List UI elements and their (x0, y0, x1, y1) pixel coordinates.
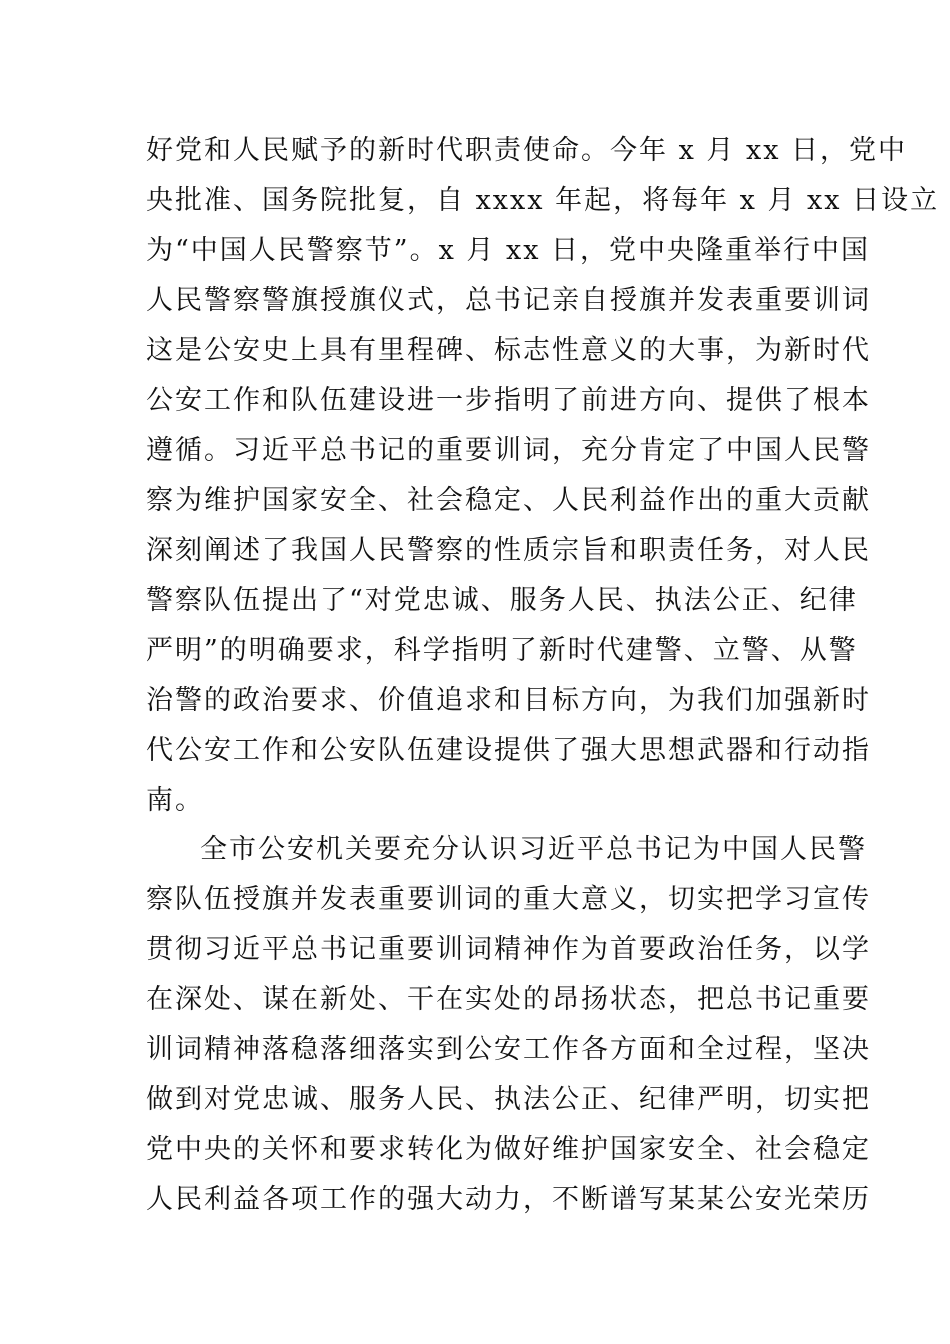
text-line: 人民利益各项工作的强大动力，不断谱写某某公安光荣历 (146, 1184, 871, 1215)
text-line: 这是公安史上具有里程碑、标志性意义的大事，为新时代 (146, 335, 871, 366)
text-line: 严明”的明确要求，科学指明了新时代建警、立警、从警 (146, 635, 858, 666)
text-line: 深刻阐述了我国人民警察的性质宗旨和职责任务，对人民 (146, 535, 871, 566)
text-line: 警察队伍提出了“对党忠诚、服务人民、执法公正、纪律 (146, 585, 858, 616)
text-line: 遵循。习近平总书记的重要训词，充分肯定了中国人民警 (146, 435, 871, 466)
text-line: 公安工作和队伍建设进一步指明了前进方向、提供了根本 (146, 385, 871, 416)
paragraph-1 (146, 126, 940, 826)
text-line: 贯彻习近平总书记重要训词精神作为首要政治任务，以学 (146, 934, 871, 965)
text-line: 察为维护国家安全、社会稳定、人民利益作出的重大贡献 (146, 485, 871, 516)
text-line: 为“中国人民警察节”。x 月 xx 日，党中央隆重举行中国 (146, 235, 871, 266)
text-line: 人民警察警旗授旗仪式，总书记亲自授旗并发表重要训词 (146, 285, 871, 316)
paragraph-2 (146, 825, 871, 1225)
text-line: 做到对党忠诚、服务人民、执法公正、纪律严明，切实把 (146, 1084, 871, 1115)
text-line: 训词精神落稳落细落实到公安工作各方面和全过程，坚决 (146, 1034, 871, 1065)
text-line: 在深处、谋在新处、干在实处的昂扬状态，把总书记重要 (146, 984, 871, 1015)
text-line: 治警的政治要求、价值追求和目标方向，为我们加强新时 (146, 685, 871, 716)
text-line: 南。 (146, 785, 204, 816)
text-line: 好党和人民赋予的新时代职责使命。今年 x 月 xx 日，党中 (146, 135, 908, 166)
text-line: 央批准、国务院批复，自 xxxx 年起，将每年 x 月 xx 日设立 (146, 185, 940, 216)
text-line: 全市公安机关要充分认识习近平总书记为中国人民警 (200, 834, 867, 865)
text-line: 党中央的关怀和要求转化为做好维护国家安全、社会稳定 (146, 1134, 871, 1165)
text-line: 代公安工作和公安队伍建设提供了强大思想武器和行动指 (146, 735, 871, 766)
text-line: 察队伍授旗并发表重要训词的重大意义，切实把学习宣传 (146, 884, 871, 915)
